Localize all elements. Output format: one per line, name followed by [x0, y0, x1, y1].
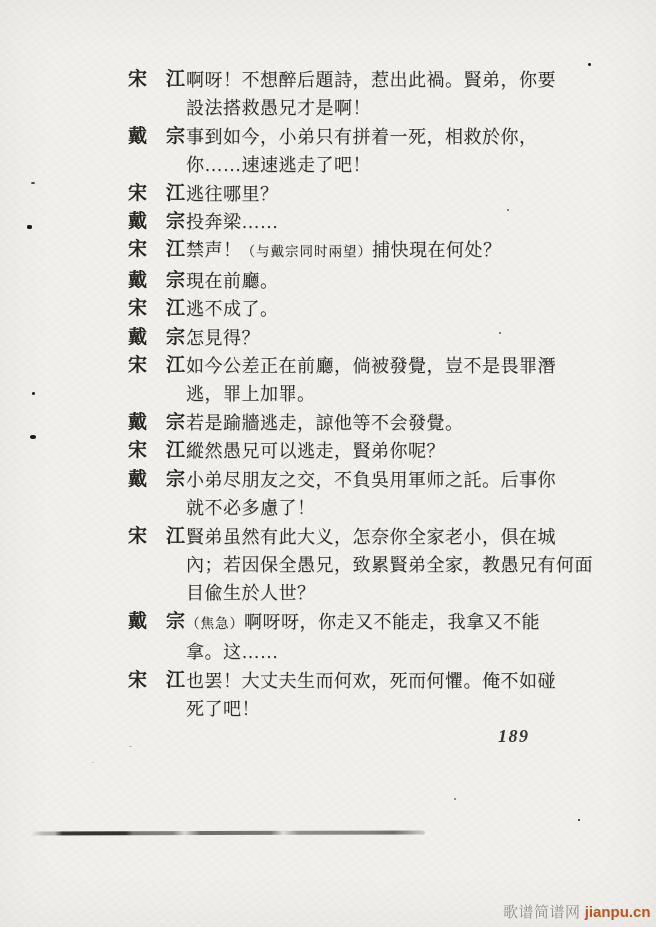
ink-speck	[588, 63, 591, 66]
speaker-name: 宋 江	[128, 239, 186, 261]
speaker-name: 宋 江	[128, 525, 186, 547]
speech-text: 事到如今，小弟只有拼着一死，相救於你， 你……速速逃走了吧！	[186, 126, 538, 176]
speech-row	[128, 295, 598, 323]
speech-row	[128, 123, 598, 180]
speech-text: 也罢！大丈夫生而何欢，死而何懼。俺不如碰 死了吧！	[186, 670, 556, 719]
speech-row	[128, 437, 598, 465]
speech-text-tail: 啊呀呀，你走又不能走，我拿又不能 拿。这……	[186, 611, 540, 663]
speech-row	[128, 324, 598, 352]
speech-row	[128, 267, 598, 295]
watermark-site-name: 歌谱简谱网	[503, 904, 581, 921]
speech-text: 小弟尽朋友之交，不負吳用軍师之託。后事你 就不必多慮了！	[186, 469, 556, 519]
speech-row	[128, 352, 598, 409]
speech-text	[186, 608, 598, 667]
speech-text: 逃往哪里？	[186, 183, 279, 204]
scan-smudge-artifact	[31, 830, 425, 835]
speaker-name: 宋 江	[128, 669, 186, 691]
speaker-name: 戴 宗	[128, 610, 186, 632]
speech-text: 啊呀！不想醉后題詩，惹出此禍。賢弟，你要 設法搭救愚兄才是啊！	[186, 70, 556, 119]
speaker-name: 宋 江	[128, 440, 186, 462]
ink-speck	[32, 392, 35, 395]
speech-row	[128, 66, 598, 123]
ink-speck	[499, 332, 501, 334]
speaker-name: 宋 江	[128, 69, 186, 90]
stage-direction: （焦急）	[186, 615, 244, 631]
speech-text: 賢弟虽然有此大义，怎奈你全家老小，俱在城 內；若因保全愚兄，致累賢弟全家，教愚兄有何面 目偸生於人世？	[186, 526, 593, 604]
page-number: 189	[498, 726, 530, 746]
ink-speck	[507, 209, 509, 211]
speech-row	[128, 180, 598, 208]
speech-text: 若是踰牆逃走，諒他等不会發覺。	[186, 412, 464, 433]
ink-speck	[92, 762, 94, 763]
speech-row	[128, 667, 598, 724]
ink-speck	[578, 819, 580, 821]
speech-text: 現在前廳。	[186, 270, 279, 291]
speech-row	[128, 236, 598, 266]
speech-row	[128, 608, 598, 667]
speech-text: 投奔梁……	[186, 212, 279, 233]
speech-text: 逃不成了。	[186, 299, 279, 320]
speaker-name: 戴 宗	[128, 326, 186, 348]
stage-direction: （与戴宗同时兩望）	[241, 244, 372, 260]
ink-speck	[27, 225, 32, 229]
speech-text: 怎見得？	[186, 327, 260, 348]
ink-speck	[454, 798, 456, 800]
ink-speck	[129, 746, 132, 747]
speaker-name: 戴 宗	[128, 269, 186, 291]
dialogue-block	[128, 66, 598, 723]
speaker-name: 宋 江	[128, 182, 186, 204]
speech-row	[128, 409, 598, 437]
speech-text: 縱然愚兄可以逃走，賢弟你呢？	[186, 441, 445, 462]
ink-speck	[30, 435, 36, 439]
speaker-name: 戴 宗	[128, 211, 186, 233]
speech-text-lead: 禁声！	[186, 240, 242, 261]
speech-row	[128, 523, 598, 608]
speech-row	[128, 208, 598, 236]
watermark-site-url: jianpu.cn	[584, 904, 651, 921]
speech-text: 如今公差正在前廳，倘被發覺，豈不是畏罪潛 逃，罪上加罪。	[186, 356, 556, 405]
speaker-name: 戴 宗	[128, 468, 186, 490]
speaker-name: 宋 江	[128, 355, 186, 377]
ink-speck	[31, 182, 35, 184]
speaker-name: 戴 宗	[128, 125, 186, 147]
watermark	[503, 901, 651, 922]
speech-text	[186, 236, 598, 266]
speaker-name: 戴 宗	[128, 411, 186, 433]
speech-text-tail: 捕快現在何处？	[372, 240, 502, 261]
speaker-name: 宋 江	[128, 298, 186, 320]
speech-row	[128, 466, 598, 523]
